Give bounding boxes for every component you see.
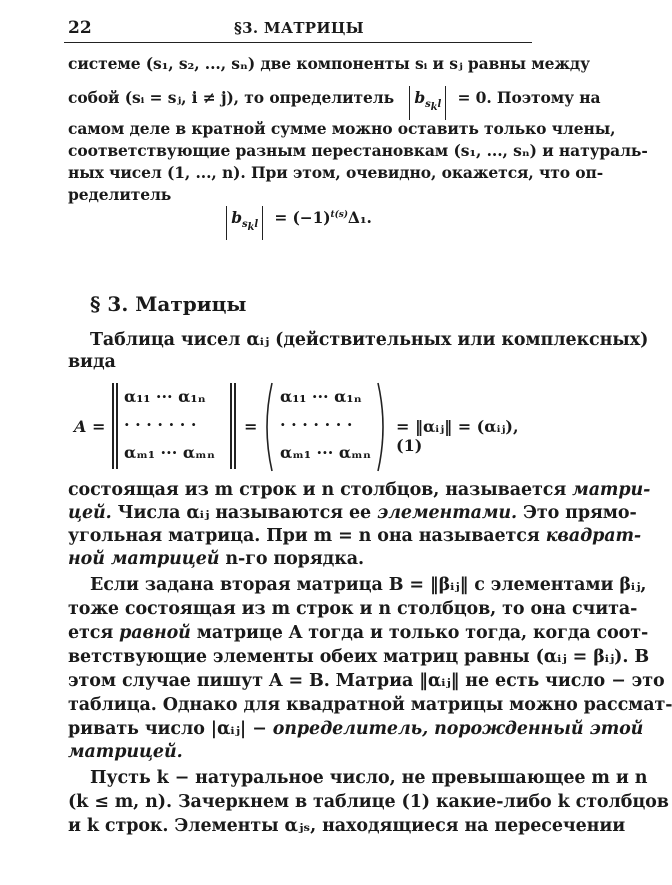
emphasis-term: определитель, порожденный этой — [272, 719, 644, 739]
text-line: ных чисел (1, ..., n). При этом, очевидно, окажется, что оп- — [68, 163, 604, 182]
matrix-row: · · · · · · · — [280, 415, 353, 434]
text-line — [68, 503, 637, 523]
text-span: собой (sᵢ = sⱼ, i ≠ j), то определитель — [68, 88, 395, 107]
det-sub: s — [241, 219, 248, 231]
paren-right — [376, 381, 388, 473]
text-line: ветствующие элементы обеих матриц равны (αᵢⱼ = βᵢⱼ). В — [68, 647, 650, 667]
text-span: Числа αᵢⱼ называются ее — [117, 503, 372, 523]
text-line: системе (s₁, s₂, ..., sₙ) две компоненты sᵢ и sⱼ равны между — [68, 54, 590, 73]
page-header — [68, 18, 530, 42]
text-span: угольная матрица. При m = n она называется — [68, 526, 540, 546]
header-rule — [64, 42, 532, 43]
text-line: ределитель — [68, 185, 172, 204]
norm-bar-left — [112, 383, 114, 469]
text-line: самом деле в кратной сумме можно оставить только члены, — [68, 119, 616, 138]
emphasis-term: цей. — [68, 503, 112, 523]
text-span: = 0. Поэтому на — [457, 88, 601, 107]
formula-sup: t(s) — [330, 209, 348, 220]
text-line: соответствующие разным перестановкам (s₁, ..., sₙ) и натураль- — [68, 141, 648, 160]
text-line: Пусть k − натуральное число, не превышающее m и n — [90, 768, 648, 788]
text-line — [68, 549, 530, 569]
det-sub2: k — [247, 222, 255, 234]
text-span: состоящая из m строк и n столбцов, называется — [68, 480, 567, 500]
text-line: Если задана вторая матрица B = ‖βᵢⱼ‖ с элементами βᵢⱼ, — [90, 575, 647, 595]
matrix-rhs: = ‖αᵢⱼ‖ = (αᵢⱼ), (1) — [396, 417, 519, 455]
text-line — [68, 86, 601, 120]
text-line: и k строк. Элементы αⱼₛ, находящиеся на пересечении — [68, 816, 626, 836]
text-line: (k ≤ m, n). Зачеркнем в таблице (1) какие-либо k столбцов — [68, 792, 669, 812]
paren-left — [262, 381, 274, 473]
text-span: ривать число |αᵢⱼ| − — [68, 719, 267, 739]
det-symbol: b — [231, 208, 242, 227]
matrix-row: α₁₁ ··· α₁ₙ — [280, 387, 362, 406]
text-span: n-го порядка. — [225, 549, 364, 569]
text-span: Это прямо- — [523, 503, 637, 523]
matrix-row: αₘ₁ ··· αₘₙ — [124, 443, 216, 462]
determinant-inline — [409, 86, 446, 120]
text-line: тоже состоящая из m строк и n столбцов, то она счита- — [68, 599, 638, 619]
emphasis-term: квадрат- — [545, 526, 642, 546]
norm-bar-right — [230, 383, 232, 469]
matrix-row: · · · · · · · — [124, 415, 197, 434]
text-span: ется — [68, 623, 114, 643]
text-line: вида — [68, 352, 116, 372]
det-sub3: l — [437, 99, 442, 111]
emphasis-term: матри- — [572, 480, 651, 500]
determinant — [226, 206, 263, 240]
matrix-row: αₘ₁ ··· αₘₙ — [280, 443, 372, 462]
equals-sign: = — [244, 417, 258, 436]
det-sub: s — [425, 99, 431, 111]
text-line — [68, 526, 642, 546]
formula-rhs: = (−1) — [274, 208, 331, 227]
emphasis-term: равной — [119, 623, 191, 643]
det-sub3: l — [254, 219, 259, 231]
formula-end: Δ₁. — [347, 208, 372, 227]
section-title: § 3. Матрицы — [90, 292, 247, 316]
text-line — [68, 480, 651, 500]
det-sub2: k — [430, 102, 438, 114]
matrix-lhs: A = — [74, 417, 106, 436]
text-line: таблица. Однако для квадратной матрицы можно рассмат- — [68, 695, 672, 715]
matrix-row: α₁₁ ··· α₁ₙ — [124, 387, 206, 406]
matrix-equation — [68, 383, 538, 475]
running-head: §3. МАТРИЦЫ — [234, 19, 364, 37]
text-line — [68, 719, 644, 739]
norm-bar-left — [116, 383, 118, 469]
text-line — [68, 623, 649, 643]
text-line: этом случае пишут A = B. Матриа ‖αᵢⱼ‖ не есть число − это — [68, 671, 665, 691]
emphasis-term: элементами. — [377, 503, 517, 523]
text-line: Таблица чисел αᵢⱼ (действительных или комплексных) — [90, 330, 649, 350]
norm-bar-right — [234, 383, 236, 469]
page-number: 22 — [68, 18, 92, 38]
text-span: матрице A тогда и только тогда, когда соот- — [196, 623, 649, 643]
display-formula — [68, 206, 530, 240]
det-symbol: b — [414, 88, 426, 107]
text-line: матрицей. — [68, 742, 183, 762]
emphasis-term: ной матрицей — [68, 549, 220, 569]
